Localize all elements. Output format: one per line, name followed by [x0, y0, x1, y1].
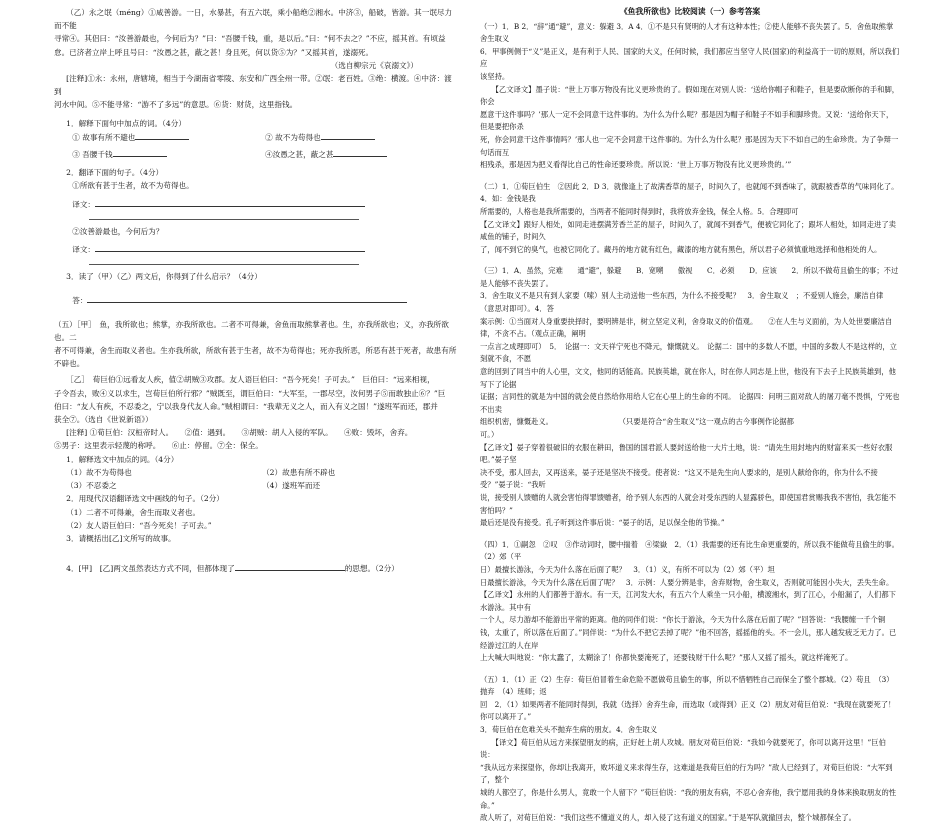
question-p4-end: 的思想。（2分）	[344, 564, 399, 574]
question-item: ③ 吾腰千钱	[72, 150, 113, 160]
answer-section-5	[480, 674, 900, 825]
translation-line: 相残杀，那是因为把义看得比自己的性命还要珍贵。所以说：‘世上万事万物没有比义更珍贵的。’”	[480, 160, 792, 170]
translation-line: 【乙译文】永州的人们都善于游水。有一天，江河发大水，有五六个人乘坐一只小船，横渡湘水，到了江心，小船漏了，人们都下水游泳。其中有	[480, 590, 896, 612]
question-2: 2．翻译下面的句子。（4分）	[66, 168, 164, 178]
notes-line: ⑤男子：这里表示轻蔑的称呼。 ⑥止：停留。⑦全：保全。	[54, 441, 263, 451]
question-row	[54, 466, 458, 479]
translation-line: 上大喊大叫地说：“你太蠢了，太糊涂了！你都快要淹死了，还要钱财干什么呢？”那人又摇了摇头，就这样淹死了。	[480, 653, 853, 663]
translation-line: 【乙文译文】墨子说：“世上万事万物没有比义更珍贵的了。假如现在对别人说：‘送给你帽子和鞋子，但是要砍断你的手和脚，你会	[480, 84, 900, 107]
answer-line: 意的回到了同当中的人心里，文文，他同的话能高。民族英雄，就在你人，时在你人同志是上世，他没有下去子上民族英雄到，他写下了论据	[480, 367, 896, 389]
answer-line[interactable]	[89, 256, 359, 265]
answer-line: 一点言之成理即可） 5． 论据一：文天祥宁死也不降元，慷慨就义。 论据二：国中的多数人不愿，中国的多数人不是这样的，立刻就不食，不愿	[480, 341, 897, 364]
passage-line: 寻常④。其侣曰：“汝善游最也，今何后为？”曰：“吾腰千钱，重，是以后。”曰：“何不去之？”不应，摇其首。有顷益	[54, 34, 446, 44]
notes-line: [注释] ①荀巨伯：汉桓帝时人。 ②值：遇到。 ③胡贼：胡人入侵的军队。 ④败：毁坏，舍弃。	[66, 428, 413, 438]
notes-line: 河水中间。⑤不能寻常：“游不了多远”的意思。⑥货：财货，这里指钱。	[54, 100, 298, 110]
answer-line: （一）1．B 2．“辞”通“避”，意义：躲避 3．A 4．①不是只有贤明的人才有这种本性；②使人能够不丧失罢了。5．舍鱼取熊掌舍生取义	[480, 21, 894, 44]
translation-line: 钱，太重了，所以落在后面了。”同伴说：“为什么不把它丢掉了呢？”他不回答，摇摇他的头。不一会儿，那人越发疲乏无力了。已经游过江的人在岸	[480, 627, 897, 650]
question-item: ②汝善游最也，今何后为？	[72, 226, 164, 236]
answer-section-3	[480, 265, 900, 529]
translation-line: 说，接受别人馈赠的人就会害怕得罪馈赠者，给予别人东西的人就会对受东西的人显露骄色，即使国君赏赐我我不害怕，我怎能不害怕吗？”	[480, 492, 896, 515]
question-item: （4）遂班军而还	[262, 481, 321, 491]
answer-section-2	[480, 181, 900, 257]
passage-line: （五）［甲］ 鱼，我所欲也；熊掌，亦我所欲也。二者不可得兼，舍鱼而取熊掌者也。生，亦我所欲也；义，亦我所欲也。二	[54, 319, 449, 342]
answer-line[interactable]	[89, 211, 359, 220]
answer-line: 该坚持。	[480, 71, 510, 81]
question-p1: 1．解释选文中加点的词。（4分）	[66, 454, 179, 464]
answer-blank[interactable]	[87, 293, 407, 303]
question-row	[54, 147, 458, 161]
translation-line: 愿意干这件事吗？’那人一定不会同意干这件事的。为什么为什么呢？那是因为帽子和鞋子不如手和脚珍贵。又说：‘送给你天下，但是要把你杀	[480, 109, 894, 132]
passage-line: （乙）永之氓（méng）①咸善游。一日，水暴甚，有五六氓，乘小船绝②湘水。中济③，船破，皆游。其一氓尽力而不能	[54, 8, 453, 31]
question-1: 1．解释下面句中加点的词。（4分）	[66, 118, 186, 128]
answer-line: 证据；言同性的就是为中国的就会使自然给你用给人它在心里上的生命的不同。 论据四：问明三面对敌人的屠刀毫不畏惧，宁死也不出卖	[480, 392, 900, 414]
answer-blank[interactable]	[321, 130, 375, 140]
question-item: ② 故不为苟得也	[265, 132, 321, 142]
passage-line: 者不可得兼，舍生而取义者也。生亦我所欲，所欲有甚于生者，故不为苟得也；死亦我所恶，所恶有甚于死者，故患有所	[54, 346, 457, 356]
question-item: ①所欲有甚于生者，故不为苟得也。	[72, 181, 194, 191]
answer-blank[interactable]	[95, 197, 365, 207]
answer-line: 3．荀巨伯在危难关头不抛弃生病的朋友。4．舍生取义	[480, 725, 658, 735]
passage-line: 不辟也。	[54, 359, 85, 369]
answer-line: 回 2．（1）如果两者不能同时得到，我就（选择）舍弃生命，而选取（或得到）正义（2）朋友对荀巨伯说：“我现在就要死了！你可以离开了。”	[480, 699, 896, 722]
translation-line: 【乙译文】晏子穿着很破旧的衣服在耕田，鲁国的国君派人要封送给他一大片土地，说：“请先生用封地内的财富来买一些好衣服吧。”晏子坚	[480, 442, 893, 465]
passage-line: ［乙］ 荀巨伯①远看友人疾，值②胡贼③攻郡。友人语巨伯曰：“吾今死矣！子可去。” 巨伯曰：“远来相视，	[66, 375, 435, 385]
question-p2: 2．用现代汉语翻译选文中画线的句子。（2分）	[66, 494, 224, 504]
answer-blank[interactable]	[113, 147, 167, 157]
notes-line: [注释]①永：永州，唐辖境，相当于今湖南省零陵、东安和广西全州一带。②氓：老百姓。③绝：横渡。④中济：渡到	[54, 74, 452, 97]
question-p4	[54, 561, 458, 575]
answer-blank[interactable]	[333, 147, 387, 157]
translation-line: 敌人听了，对荀巨伯说：“我们这些不懂道义的人，却入侵了这有道义的国家。”于是军队就撤回去，整个城都保全了。	[480, 813, 856, 823]
translation-line: 死，你会同意干这件事情吗？’那人也一定不会同意干这件事的。为什么为什么呢？那是因为天下不如自己的生命珍贵。为了争辩一句话而互	[480, 134, 899, 157]
question-row	[54, 130, 458, 144]
answer-section-1	[480, 21, 900, 172]
translation-line: 城的人都空了，你是什么男人，竟敢一个人留下？”荀巨伯说：“我的朋友有病，不忍心舍弃他，我宁愿用我的身体来换取朋友的性命。”	[480, 788, 897, 810]
question-p4-start: 4．[甲] [乙]两文虽然表达方式不同，但都体现了	[66, 564, 235, 574]
answer-line: （四）1．①嗣忽 ②叹 ③作动词时，腰中揣着 ④梁嶽 2．（1）我需要的还有比生命更重要的，所以我不能做苟且偷生的事。（2）郊（平	[480, 539, 899, 562]
answer-line: 6．甲事例侧于“义”是正义，是有利于人民、国家的大义，任何时候，我们都应当坚守人民(国家)的利益高于一切的原则，所以我们应	[480, 46, 900, 69]
question-item: （3）不忍委之	[66, 481, 117, 491]
section-5-yi	[54, 373, 458, 452]
answer-label: 答：	[72, 296, 88, 306]
right-column	[480, 6, 900, 825]
translation-line: 一个人，尽力游却不能游出平常的距离。他的同伴们说：“你长于游泳，今天为什么落在后面了呢？”回答说：“我腰缠一千个铜	[480, 615, 886, 625]
answer-line: （三）1．A．虽然，完难 通“避”，躲避 B．宽嗍 傲视 C．必须 D．应该 2．所以不做苟且偷生的事；不过是人能够不丧失罢了。	[480, 266, 899, 288]
question-item: （1）故不为苟得也	[66, 467, 132, 477]
answer-line: 日）最擅长游泳，今天为什么落在后面了呢？ 3．（1）义，有所不可以为（2）郊（平）坦	[480, 564, 775, 574]
translation-line: 决不受，那人回去，又再送来，晏子还是坚决不接受。使者说：“这又不是先生向人要求的，是别人献给你的，你为什么不接受？”晏子说：“我听	[480, 467, 878, 490]
answer-line: （五）1．（1）正（2）生存：荀巨伯冒着生命危险不愿做苟且偷生的事，所以不惜牺牲自己而保全了整个郡城。（2）苟且 （3）抛弃 （4）班师；返	[480, 674, 894, 697]
question-item: （2）友人语巨伯曰：“吾今死矣！子可去。”	[66, 520, 212, 530]
translation-line: 最后还是没有接受。孔子听到这件事后说：“晏子的话，足以保全他的节操。”	[480, 518, 725, 528]
answer-row	[54, 293, 458, 307]
passage-line: 获全⑦。（选自《世说新语》）	[54, 415, 153, 425]
translation-line: 【译文】荀巨伯从远方来探望朋友的病，正好赶上胡人攻城。朋友对荀巨伯说：“我如今就要死了，你可以离开这里！”巨伯说：	[480, 737, 886, 760]
question-p3: 3．请概括出[乙]文所写的故事。	[66, 533, 176, 543]
question-item: ④汝愚之甚，蔽之甚	[265, 150, 334, 160]
answer-line: 日最擅长游泳，今天为什么落在后面了呢？ 3．示例：人要分辨是非，舍弃财物，舍生取义，否则就可能因小失大，丢失生命。	[480, 577, 894, 587]
answer-blank[interactable]	[95, 242, 365, 252]
answer-title: 《鱼我所欲也》比较阅读（一）参考答案	[619, 7, 761, 16]
answer-blank[interactable]	[135, 130, 189, 140]
answer-section-4	[480, 539, 900, 665]
translation-line: 了，闻不到它的臭气，也被它同化了。藏丹的地方就有红色，藏漆的地方就有黑色，所以君子必须慎重地选择和他相处的人。	[480, 244, 882, 254]
yong-passage	[54, 6, 458, 112]
left-column	[54, 6, 458, 575]
question-item: （1）二者不可得兼，舍生而取义者也。	[66, 507, 201, 517]
question-item: （2）故患有所不辟也	[262, 467, 336, 477]
answer-line: （二）1．①荀巨伯生 ②因此 2．D 3．就像逢上了故满香草的屋子，时间久了，也就闻不到香味了，就跟被香草的气味同化了。4．如：金钱是我	[480, 181, 899, 204]
passage-line: 怠。已济者立岸上呼且号曰：“汝愚之甚，蔽之甚！身且死，何以货⑤为？”又摇其首，遂溺死。	[54, 47, 374, 57]
section-5-jia	[54, 318, 458, 371]
question-row	[54, 479, 458, 492]
answer-line: 所需要的，人格也是我所需要的，当两者不能同时得到时，我将放弃金钱，保全人格。5．合理即可	[480, 206, 799, 216]
answer-blank[interactable]	[235, 561, 345, 571]
answer-line: 组织机密，慷慨赴义。 （只要是符合“舍生取义”这一观点的古今事例作论据都	[480, 417, 794, 427]
passage-line: 伯曰：“友人有疾，不忍委之，宁以我身代友人命。”贼相谓曰：“我辈无义之人，而入有义之国！”遂班军而还，郡并	[54, 401, 438, 411]
question-3: 3．读了（甲）（乙）两文后，你得到了什么启示？（4分）	[66, 272, 262, 282]
translation-row	[54, 197, 458, 211]
translation-label: 译文：	[72, 245, 96, 255]
translation-line: 【乙文译文】跟好人相处，如同走进摆满芳香兰芷的屋子，时间久了，就闻不到香气，便被它同化了；跟坏人相处，如同走进了卖咸鱼的铺子，时间久	[480, 219, 896, 242]
answer-line: 案示例：①当面对人身重要抉择时，要明辨是非，树立坚定义利，舍身取义的价值观。 ②在人生与义面前，为人处世要廉洁自律，不贪不占。（观点正确，阐明	[480, 316, 893, 339]
translation-row	[54, 242, 458, 256]
translation-label: 译文：	[72, 199, 96, 209]
answer-line: 可。）	[480, 430, 499, 439]
answer-line: 3．舍生取义不是只有到人家要（嗦）别人主动送他一些东西，为什么不接受呢？ 3．舍生取义 ；不爱别人施会，廉洁自律 （意思对即可）。4．答	[480, 291, 891, 314]
translation-line: “我从远方来探望你，你却让我离开，败坏道义来求得生存，这难道是我荀巨伯的行为吗？”敌人已经到了，对荀巨伯说：“大军到了，整个	[480, 762, 893, 785]
passage-line: 子令吾去，败④义以求生，岂荀巨伯所行邪？”贼既至，谓巨伯曰：“大军至，一郡尽空，汝何男子⑤而敢独止⑥？”巨	[54, 388, 446, 398]
passage-source: （选自柳宗元《哀溺文》）	[330, 60, 418, 70]
question-item: ① 故事有所不避也	[72, 132, 136, 142]
